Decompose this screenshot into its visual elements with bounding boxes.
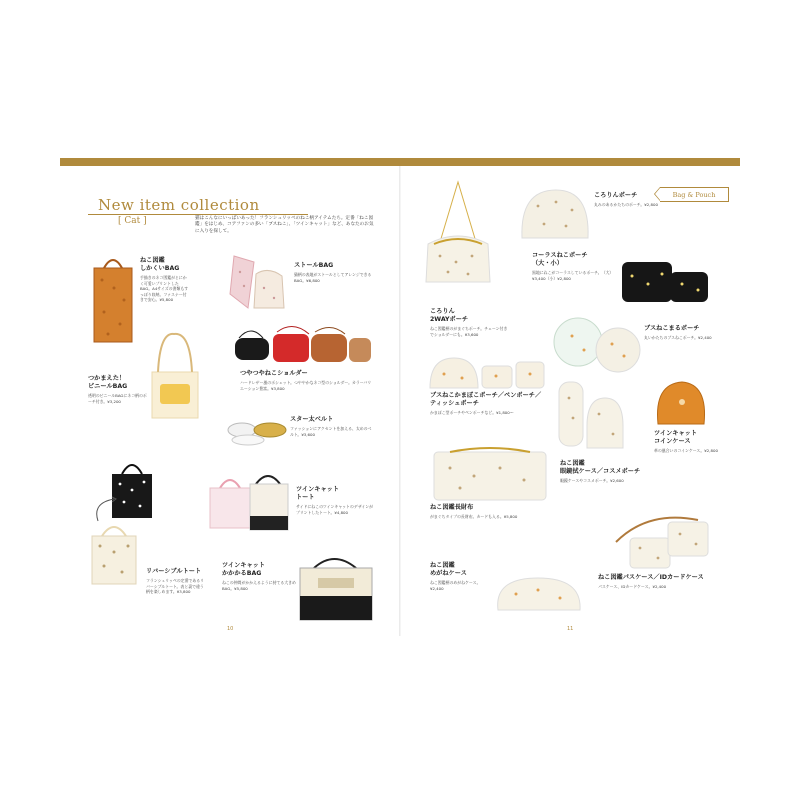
item-desc: 手描きのネコ図鑑がとにかく可愛いプリントしたBAG。A4サイズの書類もすっぽり収納。ファスナー付きで安心。¥5,800	[140, 275, 189, 302]
item-desc: 眼鏡ケースやコスメポーチ。¥2,600	[560, 478, 624, 483]
item-desc: ねこ図鑑柄のがまぐちポーチ。チェーン付きでショルダーにも。¥3,600	[430, 326, 508, 337]
megane-kuchi-image	[555, 378, 627, 454]
page-number-left: 10	[227, 626, 234, 632]
item-name: ストールBAG	[294, 262, 334, 269]
shikakui-bag-image	[92, 254, 134, 344]
item-desc: 透明のビニールBAGにネコ柄のポーチ付き。¥3,200	[88, 393, 147, 404]
item-kuchigane	[430, 504, 552, 520]
category-text: Cat	[124, 216, 141, 226]
item-kororin-pouch	[594, 192, 664, 208]
item-tsuyatsuya	[240, 370, 375, 391]
item-coin-case	[654, 430, 734, 454]
item-desc: ねこの仲間がかかえるように持てる大きめBAG。¥5,800	[222, 580, 296, 591]
item-name: つかまえた！ ビニールBAG	[88, 375, 128, 390]
item-shikakui-bag	[140, 257, 190, 303]
item-desc: ねこ図鑑柄のめがねケース。¥2,400	[430, 580, 481, 591]
item-desc: かまぼこ型ポーチやペンポーチなど。¥1,800〜	[430, 410, 514, 415]
item-name: ころりんポーチ	[594, 192, 638, 199]
item-desc: パスケース、IDカードケース。¥2,400	[598, 584, 667, 589]
item-megane-case	[430, 562, 490, 591]
curved-arrow-icon	[90, 495, 120, 525]
busu-neko-pouches-image	[426, 348, 546, 392]
item-chorus-pouch	[532, 252, 620, 281]
item-twin-kakaeru	[222, 562, 297, 591]
item-pass-case	[598, 574, 728, 590]
item-name: ねこ図鑑 しかくいBAG	[140, 257, 180, 272]
item-desc: ファッションにアクセントを加える、太めのベルト。¥3,600	[290, 426, 372, 437]
item-desc: ハードレザー風のポシェット。つややかなネコ型のショルダー。カラーバリエーション豊富。¥3,800	[240, 380, 372, 391]
item-name: ころりん 2WAYポーチ	[430, 308, 469, 323]
item-desc: サイドにねこのツインキャットのデザインがプリントしたトート。¥4,800	[296, 504, 373, 515]
item-reversible-tote	[146, 568, 206, 595]
item-megane-kuchi	[560, 460, 650, 484]
item-desc: フランシュリッペの定番であるリバーシブルトート。表と裏で違う柄を楽しめます。¥3,800	[146, 578, 205, 594]
intro-text: 猫はこんなにいっぱいあった！フランシュリッペのねこ柄アイテムたち。定番「ねこ図鑑」をはじめ、コアファンの多い「ブスねこ」、「ツインキャット」など、あなたのお気に入りを探して。	[195, 216, 374, 234]
item-vinyl-bag	[88, 375, 150, 404]
gold-top-bar	[60, 158, 740, 166]
item-name: ねこ図鑑 めがねケース	[430, 562, 467, 577]
item-name: コーラスねこポーチ （大・小）	[532, 252, 588, 267]
item-desc: がまぐちタイプの長財布。カードも入る。¥5,800	[430, 514, 518, 519]
section-tag: Bag & Pouch	[660, 187, 729, 202]
vinyl-bag-image	[150, 332, 200, 420]
item-desc: 猫柄の表地がストールとしてアレンジできるBAG。¥6,800	[294, 272, 372, 283]
item-name: スター太ベルト	[290, 416, 334, 423]
item-gamaguchi-2way	[430, 308, 508, 337]
item-desc: 黒地にねこがコーラスしているポーチ。（大）¥3,400（小）¥2,800	[532, 270, 614, 281]
item-desc: 丸いかたちのブスねこポーチ。¥2,400	[644, 335, 712, 340]
twin-kakaeru-bag-image	[296, 552, 376, 622]
item-name: ブスねこかまぼこポーチ／ペンポーチ／ ティッシュポーチ	[430, 392, 542, 407]
page-number-right: 11	[567, 626, 574, 632]
reversible-tote-image	[90, 522, 138, 586]
tsuyatsuya-shoulder-image	[233, 324, 373, 366]
chorus-pouch-image	[620, 256, 710, 306]
star-belt-image	[226, 418, 288, 448]
item-busu-maru	[644, 325, 724, 341]
item-stole-bag	[294, 262, 374, 283]
item-name: ねこ図鑑長財布	[430, 504, 474, 511]
item-name: ツインキャット コインケース	[654, 430, 698, 445]
item-desc: 革の風合いのコインケース。¥2,800	[654, 448, 718, 453]
item-name: ブスねこまるポーチ	[644, 325, 700, 332]
gamaguchi-2way-image	[420, 178, 496, 288]
busu-maru-pouch-image	[552, 312, 644, 376]
page-gutter	[399, 166, 401, 636]
coin-case-image	[652, 378, 710, 428]
item-name: ツインキャット かかかるBAG	[222, 562, 266, 577]
item-name: ねこ図鑑パスケース／IDカードケース	[598, 574, 704, 581]
item-busu-nose	[430, 392, 550, 416]
category-label: [ Cat ]	[118, 216, 147, 226]
item-name: ねこ図鑑 眼鏡拭ケース／コスメポーチ	[560, 460, 641, 475]
pass-case-image	[608, 508, 712, 572]
item-twin-tote	[296, 486, 374, 515]
item-name: ツインキャット トート	[296, 486, 340, 501]
item-name: リバーシブルトート	[146, 568, 202, 575]
stole-bag-image	[228, 252, 288, 312]
item-desc: 丸みのあるかたちのポーチ。¥2,800	[594, 202, 658, 207]
kuchigane-wallet-image	[430, 446, 550, 502]
twin-cat-tote-image	[206, 470, 292, 532]
title-rule	[88, 214, 308, 215]
item-star-belt	[290, 416, 375, 437]
kororin-pouch-image	[518, 186, 592, 240]
megane-case-image	[492, 570, 586, 616]
collection-title: New item collection	[98, 196, 260, 214]
item-name: つやつやねこショルダー	[240, 370, 308, 377]
